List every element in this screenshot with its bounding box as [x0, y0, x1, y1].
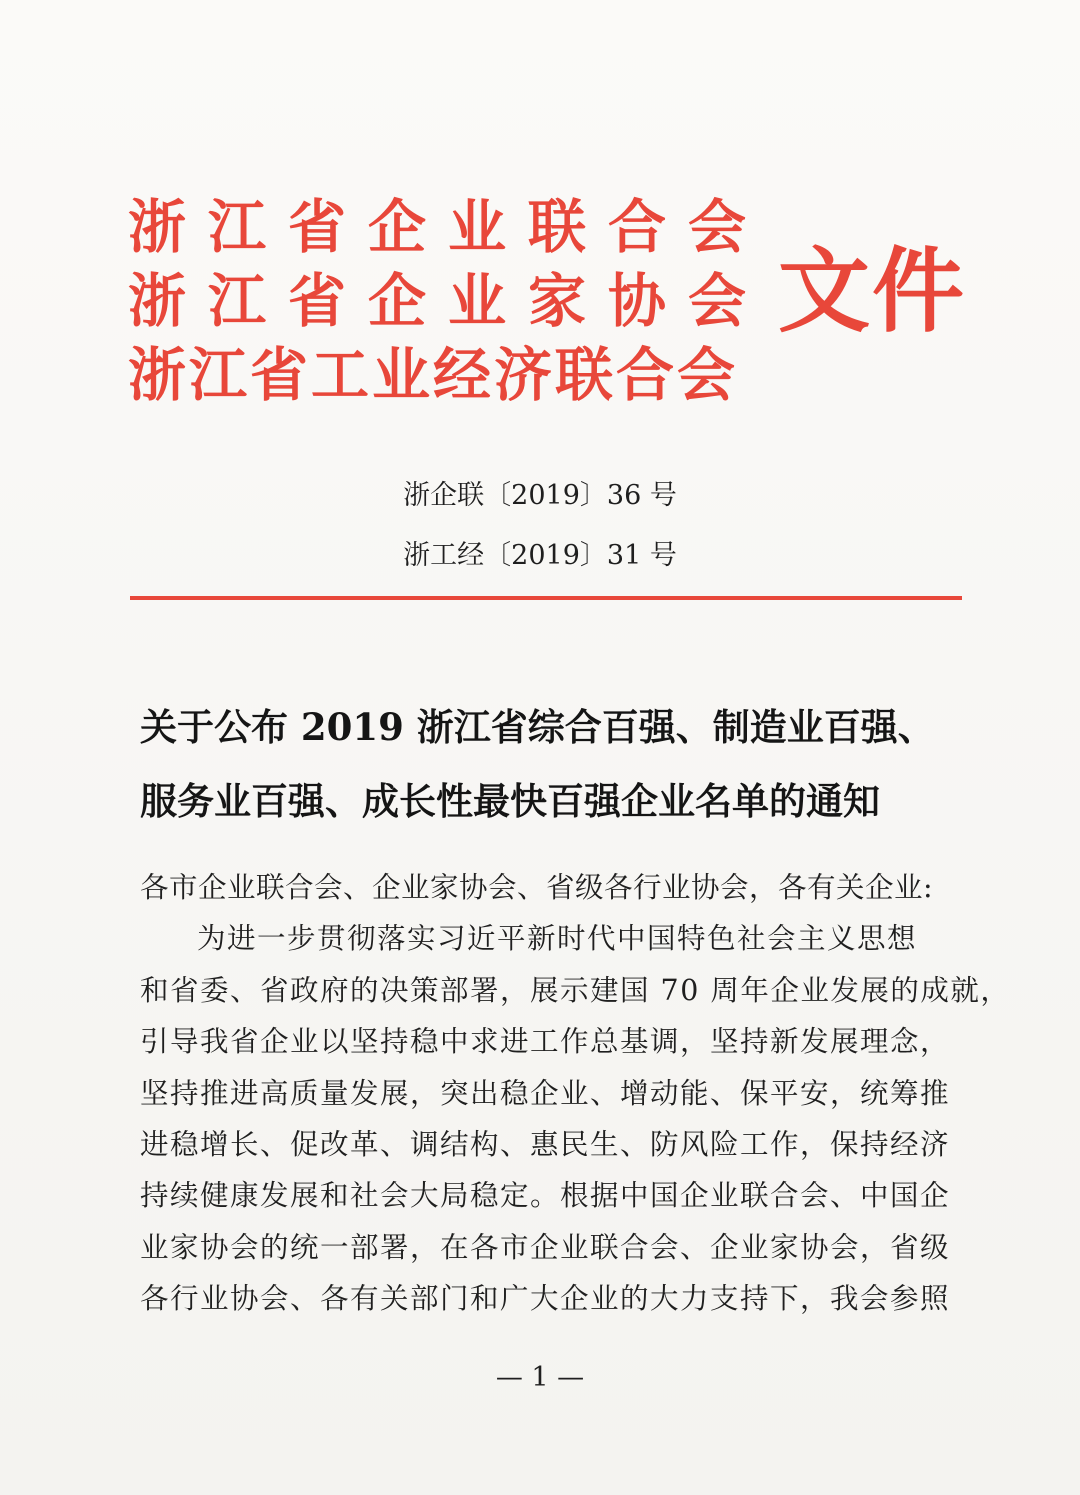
document-numbers — [0, 466, 1080, 586]
body-line: 坚持推进高质量发展，突出稳企业、增动能、保平安，统筹推 — [140, 1076, 951, 1110]
body-line: 持续健康发展和社会大局稳定。根据中国企业联合会、中国企 — [140, 1179, 951, 1213]
body-line: 为进一步贯彻落实习近平新时代中国特色社会主义思想 — [197, 922, 918, 956]
red-separator-line — [130, 596, 962, 600]
title-line-1: 关于公布 2019 浙江省综合百强、制造业百强、 — [140, 705, 935, 749]
issuer-line-1: 浙江省企业联合会 — [128, 193, 769, 261]
body-line: 引导我省企业以坚持稳中求进工作总基调，坚持新发展理念， — [140, 1025, 951, 1059]
page-number: — 1 — — [495, 1362, 585, 1393]
document-number-1: 浙企联〔2019〕36 号 — [403, 480, 677, 511]
notice-body — [140, 862, 1011, 1325]
body-line: 和省委、省政府的决策部署，展示建国 70 周年企业发展的成就， — [140, 973, 1011, 1007]
document-type-label: 文件 — [778, 237, 967, 345]
body-line: 业家协会的统一部署，在各市企业联合会、企业家协会，省级 — [140, 1230, 951, 1264]
title-line-2: 服务业百强、成长性最快百强企业名单的通知 — [140, 779, 880, 823]
issuer-line-3: 浙江省工业经济联合会 — [128, 341, 739, 409]
salutation: 各市企业联合会、企业家协会、省级各行业协会，各有关企业: — [140, 871, 934, 904]
body-line: 各行业协会、各有关部门和广大企业的大力支持下，我会参照 — [140, 1282, 951, 1316]
issuer-line-2: 浙江省企业家协会 — [128, 267, 769, 335]
notice-title — [140, 690, 980, 838]
body-line: 进稳增长、促改革、调结构、惠民生、防风险工作，保持经济 — [140, 1128, 951, 1162]
issuer-block — [128, 190, 768, 412]
document-number-2: 浙工经〔2019〕31 号 — [403, 540, 677, 571]
